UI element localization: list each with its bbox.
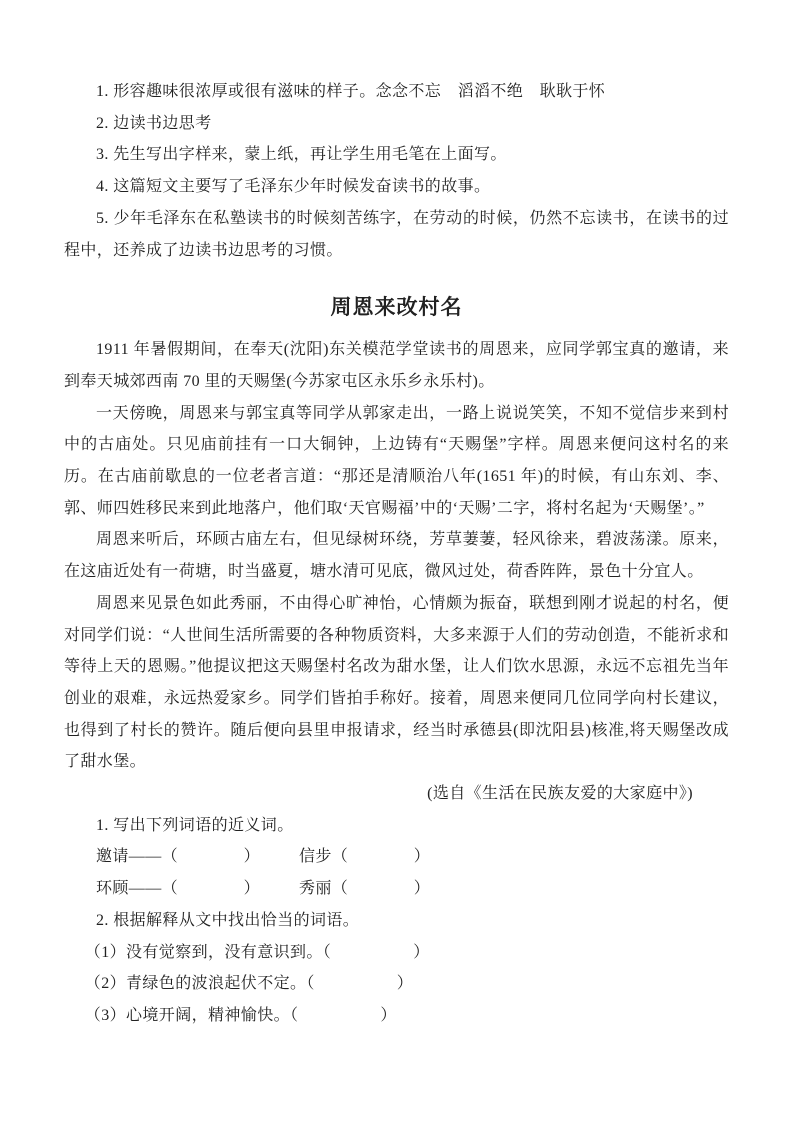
definition-item-2: （2）青绿色的波浪起伏不定。（ ）: [84, 975, 414, 993]
answers-item-5: 5. 少年毛泽东在私塾读书的时候刻苦练字，在劳动的时候，仍然不忘读书，在读书的过程中，还养成了边读书边思考的习惯。: [64, 209, 729, 259]
answers-section: [64, 76, 729, 266]
answers-item-2: 2. 边读书边思考: [96, 114, 212, 132]
answers-item-4: 4. 这篇短文主要写了毛泽东少年时候发奋读书的故事。: [96, 178, 491, 196]
synonym-pair-1-left: 邀请——（ ）: [96, 848, 261, 866]
article-paragraph-4: 周恩来见景色如此秀丽，不由得心旷神怡，心情颇为振奋，联想到刚才说起的村名，便对同学们说：“人世间生活所需要的各种物质资料，大多来源于人们的劳动创造，不能祈求和等待上天的恩赐。”他提议把这天赐堡村名改为甜水堡，让人们饮水思源，永远不忘祖先当年创业的艰难，永远热爱家乡。同学们皆拍手称好。接着，周恩来便同几位同学向村长建议，也得到了村长的赞许。随后便向县里申报请求，经当时承德县(即沈阳县)核准,将天赐堡改成了甜水堡。: [64, 594, 729, 771]
answers-item-1: 1. 形容趣味很浓厚或很有滋味的样子。念念不忘 滔滔不绝 耿耿于怀: [96, 83, 606, 100]
synonym-pair-row-1: [64, 841, 729, 873]
synonym-pair-2-left: 环顾——（ ）: [96, 880, 261, 898]
article-attribution: (选自《生活在民族友爱的大家庭中》): [427, 785, 693, 803]
definition-item-1: （1）没有觉察到，没有意识到。（ ）: [84, 943, 430, 961]
synonym-pair-2-right: 秀丽（ ）: [299, 880, 431, 898]
answers-item-3: 3. 先生写出字样来，蒙上纸，再让学生用毛笔在上面写。: [96, 146, 507, 164]
article-section: [64, 290, 729, 810]
question-2-label: 2. 根据解释从文中找出恰当的词语。: [96, 911, 360, 929]
article-paragraph-3: 周恩来听后，环顾古庙左右，但见绿树环绕，芳草萋萋，轻风徐来，碧波荡漾。原来，在这庙近处有一荷塘，时当盛夏，塘水清可见底，微风过处，荷香阵阵，景色十分宜人。: [64, 531, 729, 581]
article-paragraph-2: 一天傍晚，周恩来与郭宝真等同学从郭家走出，一路上说说笑笑，不知不觉信步来到村中的古庙处。只见庙前挂有一口大铜钟，上边铸有“天赐堡”字样。周恩来便问这村名的来历。在古庙前歇息的一位老者言道：“那还是清顺治八年(1651 年)的时候，有山东刘、李、郭、师四姓移民来到此地落户，他们取‘天官赐福’中的‘天赐’二字，将村名起为‘天赐堡’。”: [64, 404, 729, 517]
article-title: 周恩来改村名: [330, 295, 463, 320]
article-paragraph-1: 1911 年暑假期间，在奉天(沈阳)东关模范学堂读书的周恩来，应同学郭宝真的邀请，来到奉天城郊西南 70 里的天赐堡(今苏家屯区永乐乡永乐村)。: [64, 341, 729, 390]
synonym-pair-1-right: 信步（ ）: [299, 848, 431, 866]
question-1-label: 1. 写出下列词语的近义词。: [96, 816, 294, 834]
synonym-pair-row-2: [64, 873, 729, 905]
definition-item-3: （3）心境开阔，精神愉快。（ ）: [84, 1006, 397, 1024]
questions-section: [64, 810, 729, 1032]
